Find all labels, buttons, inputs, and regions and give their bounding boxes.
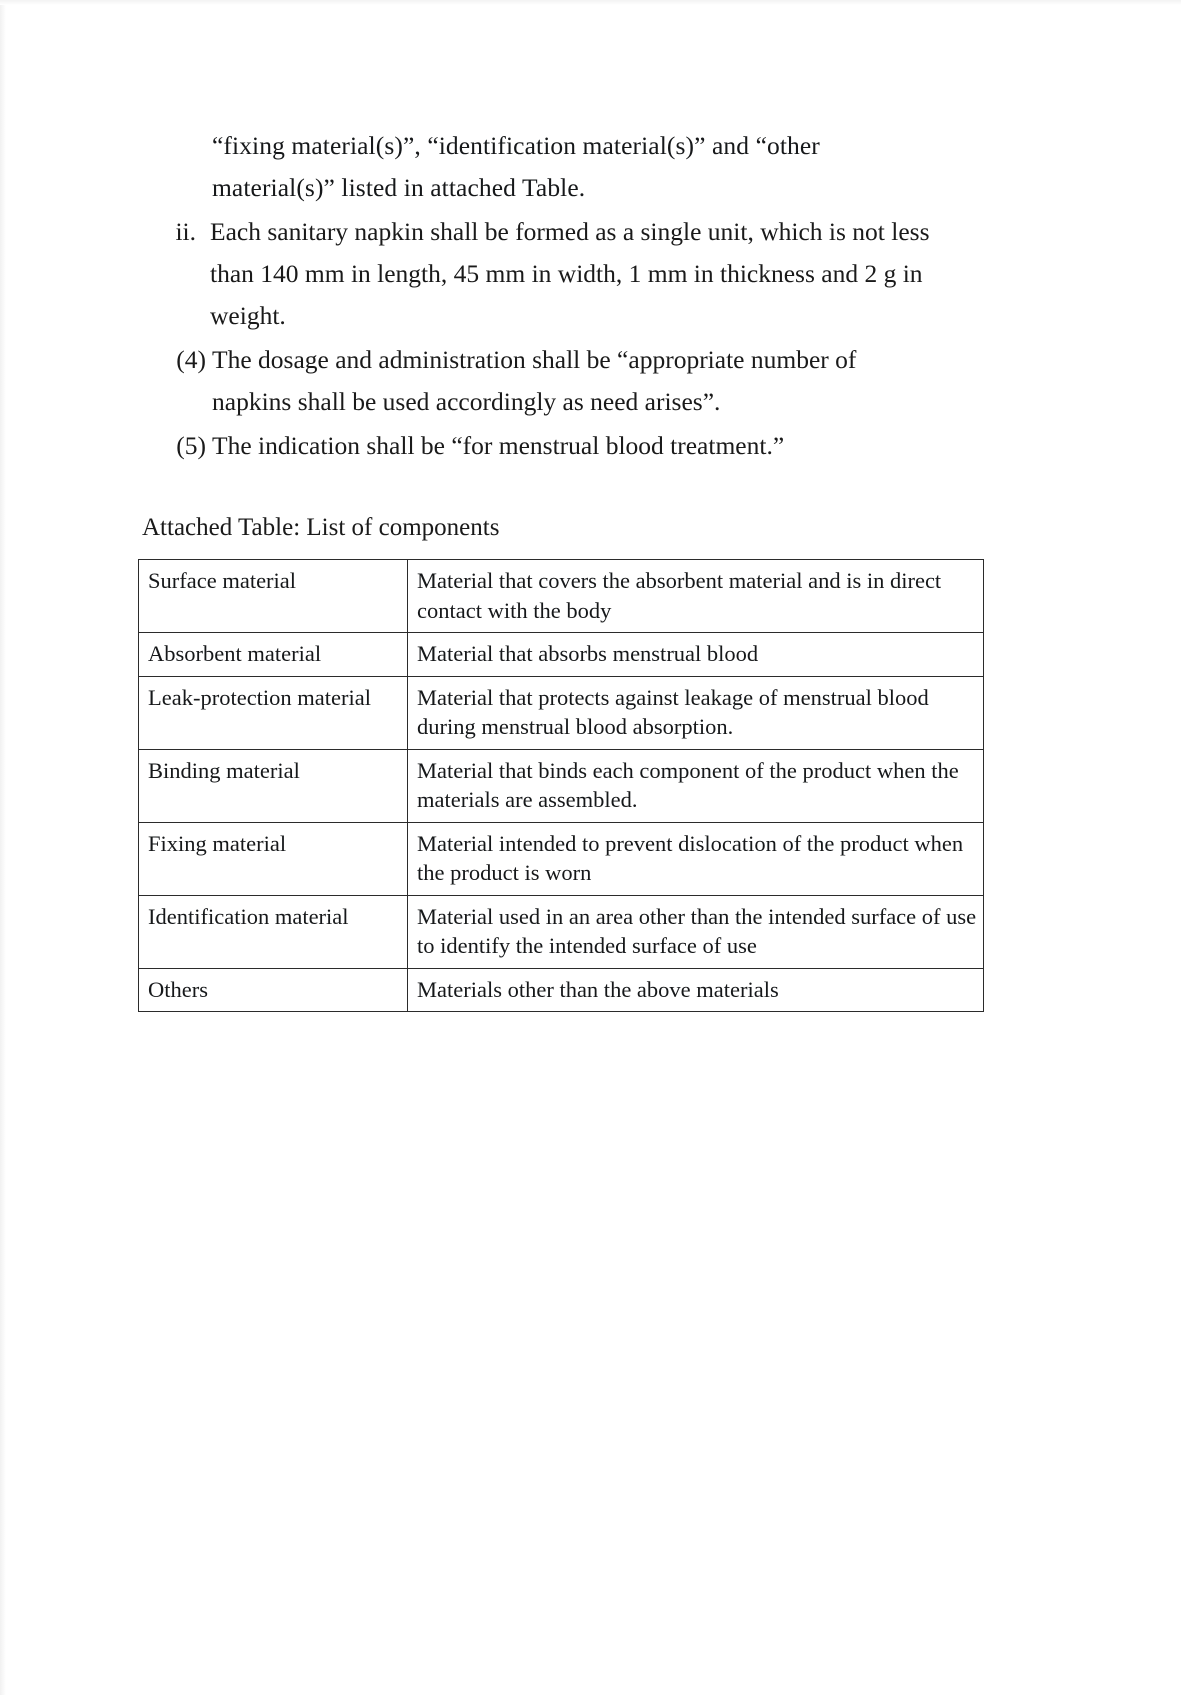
list-item-ii-line-1: Each sanitary napkin shall be formed as a single unit, which is not less (210, 217, 930, 246)
component-name-cell: Absorbent material (139, 633, 408, 677)
description-line: Material intended to prevent dislocation of the product when (417, 830, 964, 856)
table-row (139, 895, 984, 968)
table-row (139, 749, 984, 822)
description-line: Material that protects against leakage of menstrual blood (417, 684, 929, 710)
description-line: to identify the intended surface of use (417, 933, 757, 958)
table-row (139, 560, 984, 633)
table-row (139, 633, 984, 677)
list-item-4-line-1: The dosage and administration shall be “appropriate number of (212, 345, 857, 374)
component-description-cell (408, 560, 984, 633)
list-item-5-line-1: The indication shall be “for menstrual blood treatment.” (212, 431, 785, 460)
component-description-cell (408, 749, 984, 822)
description-line: Material used in an area other than the intended surface of use (417, 903, 977, 929)
component-name-cell: Fixing material (139, 822, 408, 895)
page-content (140, 125, 977, 1012)
list-item-ii-line-2: than 140 mm in length, 45 mm in width, 1 mm in thickness and 2 g in (210, 259, 923, 288)
description-line: materials are assembled. (417, 787, 638, 812)
paragraph-continuation-line-1: “fixing material(s)”, “identification material(s)” and “other (212, 131, 820, 160)
list-item-ii-marker: ii. (175, 217, 196, 246)
description-line: the product is worn (417, 860, 592, 885)
description-line: contact with the body (417, 597, 612, 623)
description-line: during menstrual blood absorption. (417, 714, 734, 739)
description-line: Material that binds each component of the product when the (417, 757, 959, 783)
list-item-ii (140, 211, 950, 337)
list-item-4-marker: (4) (176, 345, 206, 374)
paragraph-continuation (140, 125, 950, 209)
paragraph-continuation-line-2: material(s)” listed in attached Table. (212, 173, 586, 202)
list-item-ii-body (210, 211, 950, 337)
list-item-ii-line-3: weight. (210, 301, 286, 330)
list-item-5-marker: (5) (176, 431, 206, 460)
list-item-4-body (212, 339, 950, 423)
component-name-cell: Identification material (139, 895, 408, 968)
list-item-4 (140, 339, 950, 423)
component-description-cell (408, 895, 984, 968)
description-line: Material that covers the absorbent material and is in direct (417, 568, 942, 593)
description-line: Materials other than the above materials (417, 976, 779, 1002)
components-table (138, 559, 984, 1012)
component-description-cell (408, 822, 984, 895)
list-item-5 (140, 425, 950, 467)
component-description-cell (408, 676, 984, 749)
list-item-5-body (212, 425, 950, 467)
table-row (139, 822, 984, 895)
scan-edge-top (0, 0, 1181, 5)
table-row (139, 676, 984, 749)
component-name-cell: Others (139, 968, 408, 1012)
table-caption: Attached Table: List of components (142, 514, 500, 541)
scan-edge-left (0, 0, 6, 1695)
description-line: Material that absorbs menstrual blood (417, 641, 759, 666)
list-item-4-line-2: napkins shall be used accordingly as need arises”. (212, 387, 721, 416)
component-name-cell: Leak-protection material (139, 676, 408, 749)
component-description-cell (408, 968, 984, 1012)
component-name-cell: Binding material (139, 749, 408, 822)
component-description-cell (408, 633, 984, 677)
component-name-cell: Surface material (139, 560, 408, 633)
table-row (139, 968, 984, 1012)
